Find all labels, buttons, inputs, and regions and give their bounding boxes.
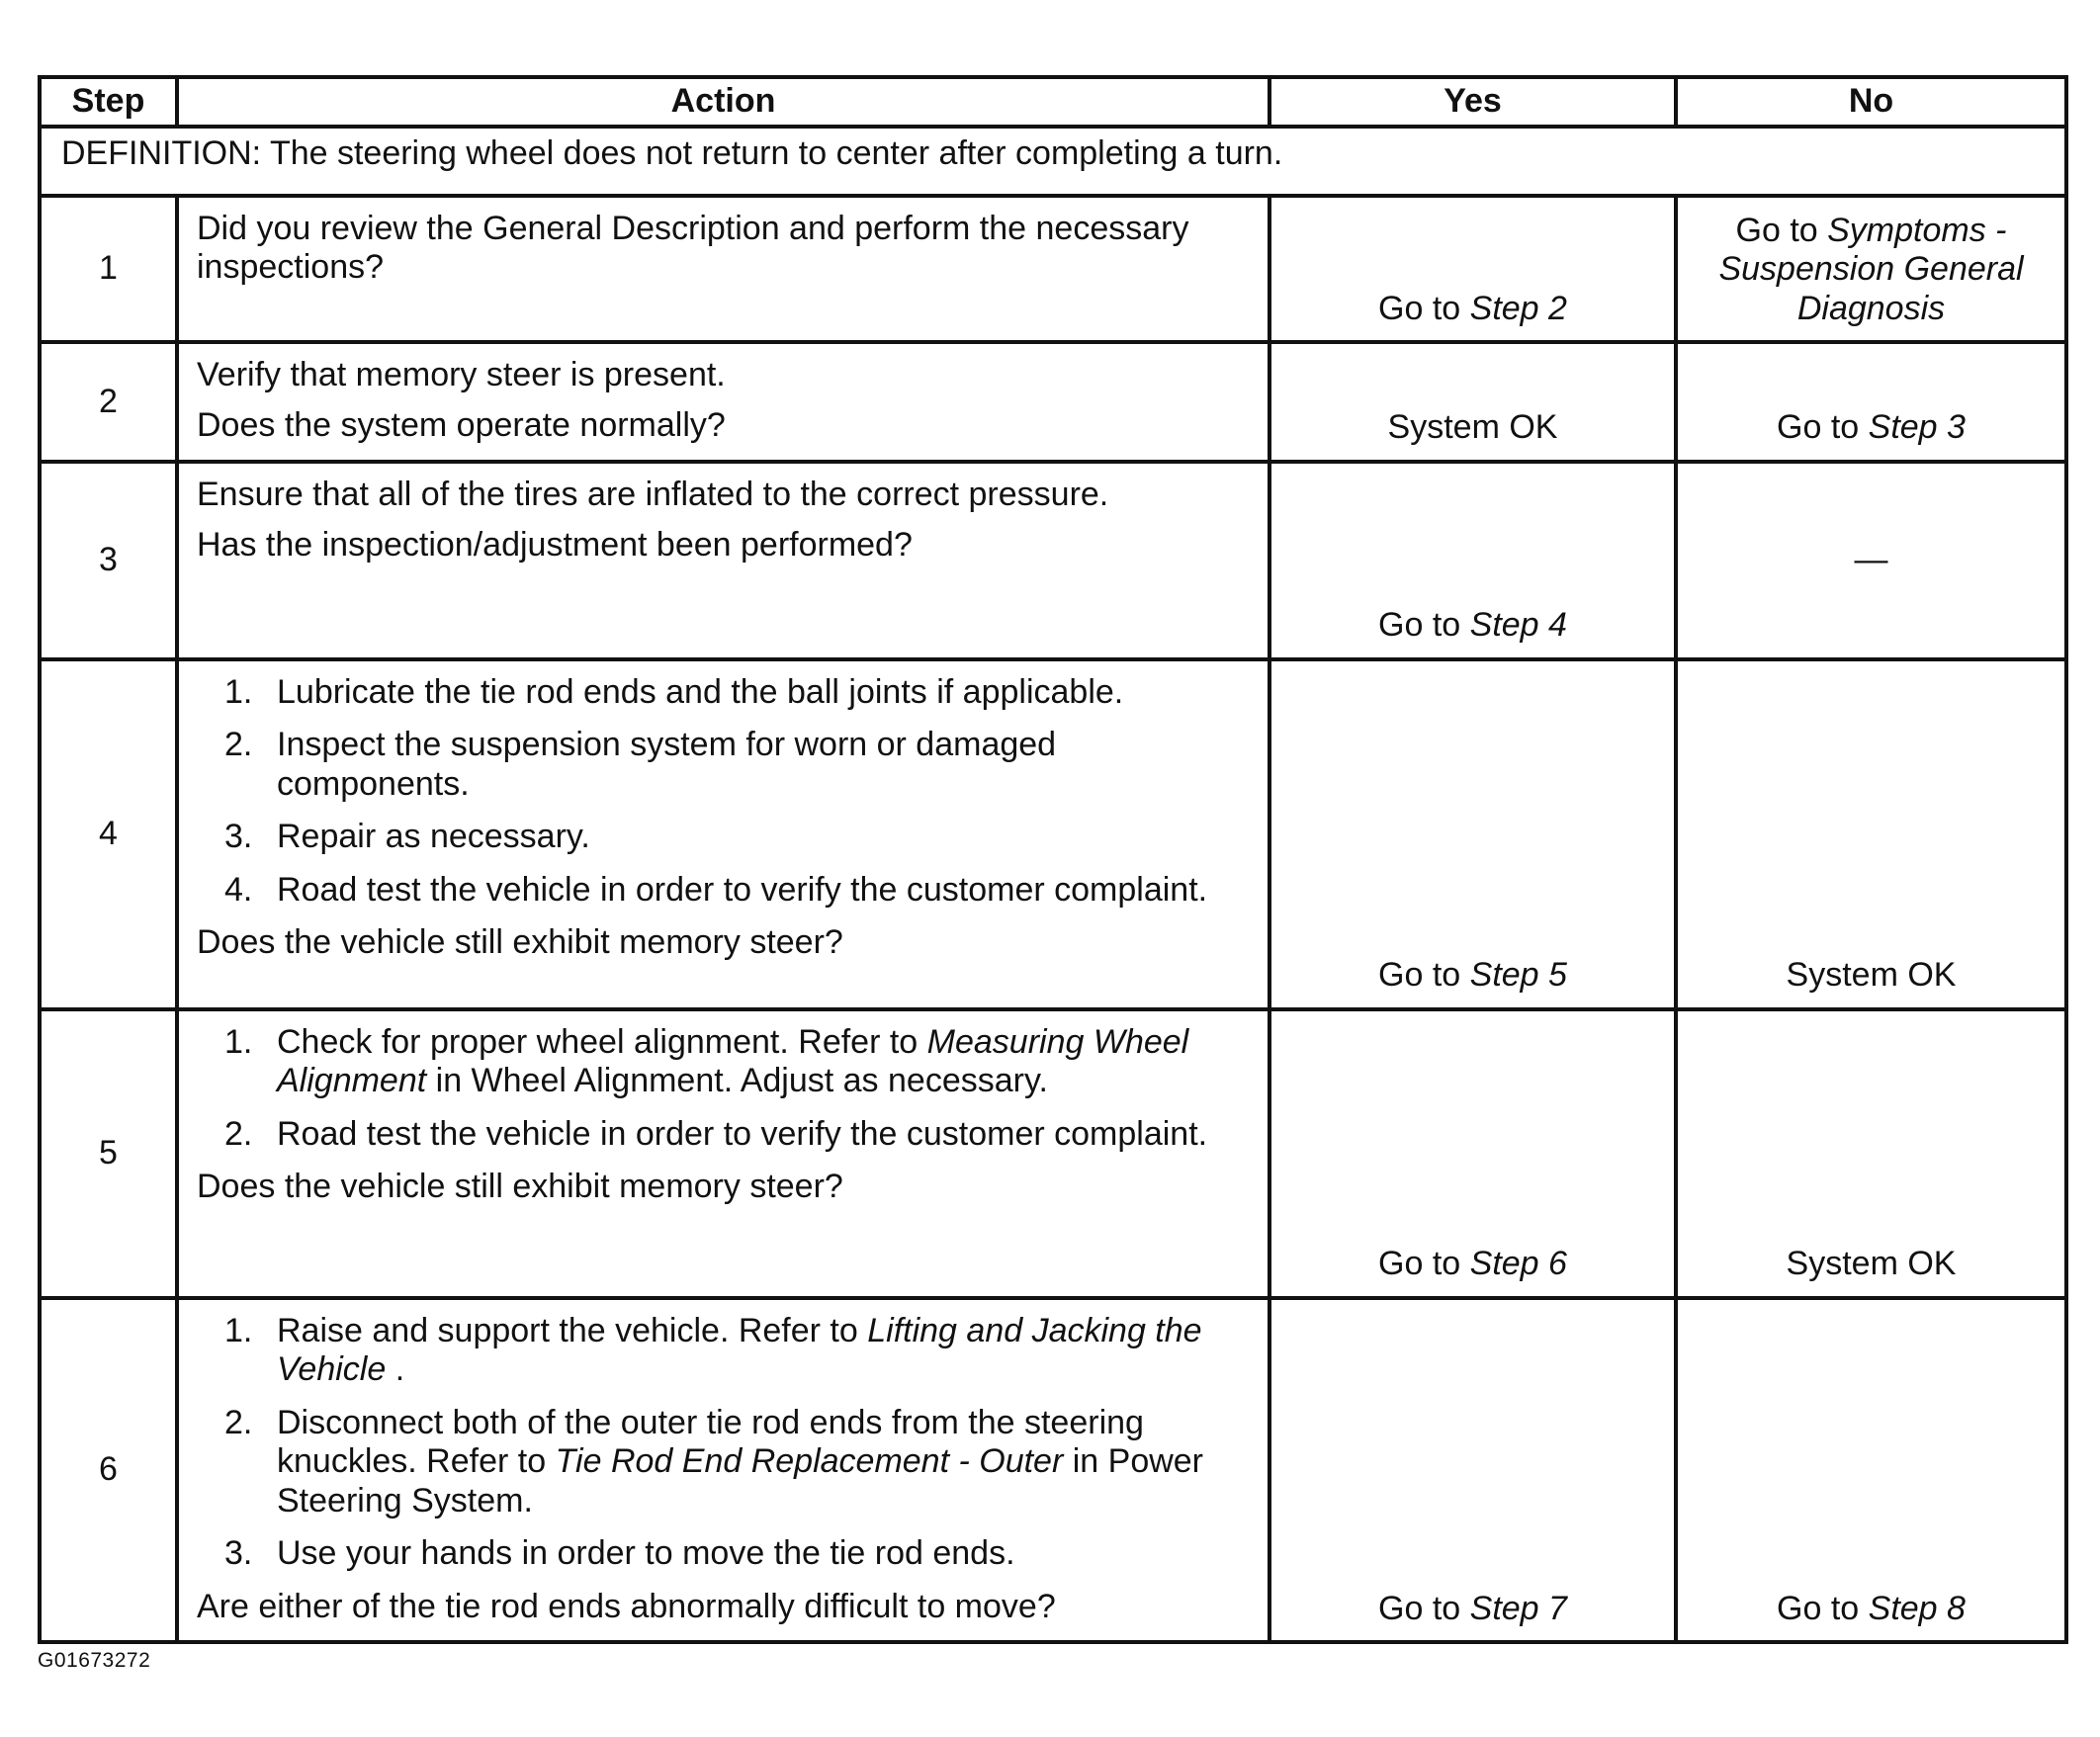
item-number: 2. (224, 1403, 253, 1441)
action-text: Verify that memory steer is present. (197, 356, 726, 393)
step-number: 4 (40, 659, 177, 1009)
no-link[interactable]: Step 8 (1868, 1589, 1966, 1627)
action-question: Does the vehicle still exhibit memory steer? (197, 1168, 843, 1206)
action-question: Are either of the tie rod ends abnormally difficult to move? (197, 1587, 1056, 1625)
action-cell (177, 342, 1269, 462)
action-cell (177, 462, 1269, 659)
yes-link[interactable]: Step 2 (1469, 289, 1567, 327)
item-number: 2. (224, 726, 253, 764)
header-no: No (1676, 77, 2066, 127)
item-text: in Power Steering System. (277, 1442, 1204, 1520)
item-text: Road test the vehicle in order to verify the customer complaint. (277, 1114, 1208, 1153)
no-link[interactable]: Step 3 (1868, 408, 1966, 447)
no-cell (1676, 196, 2066, 342)
item-text: Check for proper wheel alignment. Refer to (277, 1022, 927, 1061)
step-number: 6 (40, 1298, 177, 1642)
item-number: 2. (224, 1114, 253, 1153)
no-dash: — (1854, 541, 1888, 579)
yes-cell (1269, 1298, 1676, 1642)
item-text: . (386, 1350, 405, 1389)
yes-prefix: Go to (1378, 1245, 1470, 1283)
item-text: Road test the vehicle in order to verify the customer complaint. (277, 870, 1208, 909)
list-item (197, 1312, 1250, 1390)
item-reference-link[interactable]: Tie Rod End Replacement - Outer (555, 1442, 1064, 1481)
action-cell (177, 659, 1269, 1009)
action-list (197, 1312, 1250, 1574)
table-row (40, 659, 2066, 1009)
action-cell (177, 1298, 1269, 1642)
table-row (40, 462, 2066, 659)
list-item (197, 871, 1250, 910)
definition-row (40, 127, 2066, 196)
action-list (197, 1023, 1250, 1154)
yes-cell (1269, 342, 1676, 462)
item-number: 1. (224, 1022, 253, 1061)
action-question: Has the inspection/adjustment been performed? (197, 526, 913, 565)
item-reference-link[interactable]: Measuring Wheel Alignment (277, 1022, 1189, 1100)
table-row (40, 1009, 2066, 1298)
item-reference-link[interactable]: Lifting and Jacking the Vehicle (277, 1311, 1202, 1389)
step-number: 1 (40, 196, 177, 342)
action-cell (177, 1009, 1269, 1298)
list-item (197, 726, 1250, 804)
list-item (197, 673, 1250, 712)
item-text: Use your hands in order to move the tie rod ends. (277, 1534, 1015, 1573)
action-text: Did you review the General Description and perform the necessary inspections? (197, 210, 1189, 287)
action-list (197, 673, 1250, 910)
no-cell (1676, 659, 2066, 1009)
yes-link[interactable]: Step 7 (1469, 1589, 1567, 1627)
list-item (197, 1023, 1250, 1101)
diagnostic-table (38, 75, 2068, 1644)
header-yes: Yes (1269, 77, 1676, 127)
list-item (197, 1534, 1250, 1573)
no-prefix: Go to (1735, 211, 1828, 249)
list-item (197, 818, 1250, 856)
yes-cell (1269, 659, 1676, 1009)
yes-link[interactable]: Step 6 (1469, 1245, 1567, 1283)
no-cell (1676, 462, 2066, 659)
action-text: Ensure that all of the tires are inflated to the correct pressure. (197, 475, 1109, 513)
no-cell (1676, 1298, 2066, 1642)
header-step: Step (40, 77, 177, 127)
step-number: 5 (40, 1009, 177, 1298)
yes-cell (1269, 1009, 1676, 1298)
item-number: 3. (224, 818, 253, 856)
item-number: 4. (224, 870, 253, 909)
no-link[interactable]: Symptoms - Suspension General Diagnosis (1718, 211, 2024, 327)
yes-cell (1269, 196, 1676, 342)
step-number: 2 (40, 342, 177, 462)
item-text: Lubricate the tie rod ends and the ball joints if applicable. (277, 672, 1124, 711)
table-row (40, 1298, 2066, 1642)
item-text: Raise and support the vehicle. Refer to (277, 1311, 868, 1349)
item-text: in Wheel Alignment. Adjust as necessary. (426, 1062, 1048, 1100)
yes-link[interactable]: Step 5 (1469, 956, 1567, 995)
header-action: Action (177, 77, 1269, 127)
item-text: Repair as necessary. (277, 818, 590, 856)
table-row (40, 342, 2066, 462)
header-row (40, 77, 2066, 127)
yes-prefix: Go to (1378, 956, 1470, 995)
yes-link[interactable]: Step 4 (1469, 606, 1567, 645)
figure-code: G01673272 (38, 1649, 151, 1672)
yes-text: System OK (1387, 408, 1558, 447)
no-prefix: Go to (1777, 408, 1869, 447)
table-row (40, 196, 2066, 342)
no-text: System OK (1786, 1245, 1957, 1283)
yes-prefix: Go to (1378, 1589, 1470, 1627)
no-cell (1676, 342, 2066, 462)
no-cell (1676, 1009, 2066, 1298)
item-number: 1. (224, 672, 253, 711)
yes-cell (1269, 462, 1676, 659)
no-text: System OK (1786, 956, 1957, 995)
list-item (197, 1115, 1250, 1154)
item-text: Inspect the suspension system for worn or damaged components. (277, 726, 1057, 803)
action-cell (177, 196, 1269, 342)
action-question: Does the vehicle still exhibit memory steer? (197, 923, 843, 962)
action-question: Does the system operate normally? (197, 406, 726, 445)
yes-prefix: Go to (1378, 606, 1470, 645)
no-prefix: Go to (1777, 1589, 1869, 1627)
item-number: 1. (224, 1311, 253, 1349)
item-number: 3. (224, 1534, 253, 1573)
yes-prefix: Go to (1378, 289, 1470, 327)
item-text: Disconnect both of the outer tie rod ends from the steering knuckles. Refer to (277, 1403, 1144, 1481)
step-number: 3 (40, 462, 177, 659)
list-item (197, 1404, 1250, 1520)
definition-text: DEFINITION: The steering wheel does not return to center after completing a turn. (40, 127, 2066, 196)
